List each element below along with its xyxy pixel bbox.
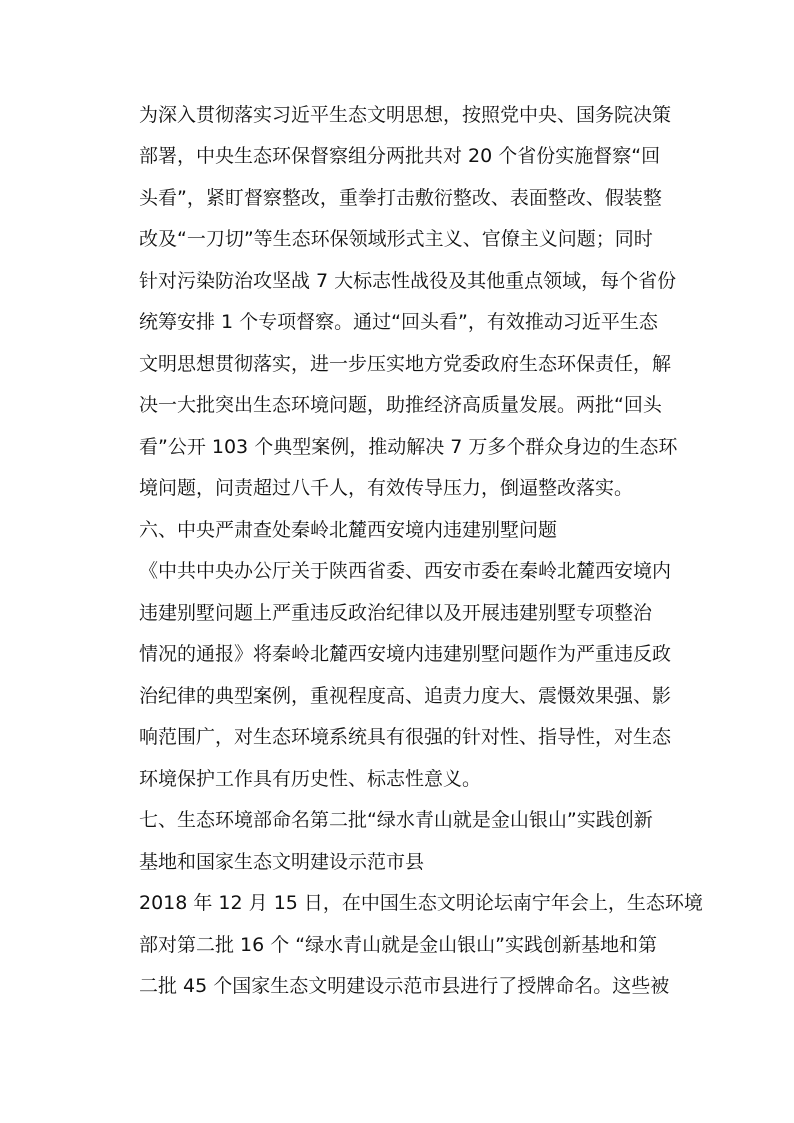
body-line: 决一大批突出生态环境问题，助推经济高质量发展。两批“回头 [139, 394, 662, 416]
section-heading: 基地和国家生态文明建设示范市县 [139, 851, 425, 873]
body-line: 治纪律的典型案例，重视程度高、追责力度大、震慑效果强、影 [139, 685, 672, 707]
body-line: 头看”，紧盯督察整改，重拳打击敷衍整改、表面整改、假装整 [139, 187, 662, 209]
section-heading: 七、生态环境部命名第二批“绿水青山就是金山银山”实践创新 [139, 809, 653, 831]
body-line: 改及“一刀切”等生态环保领域形式主义、官僚主义问题；同时 [139, 228, 653, 250]
body-line: 部署，中央生态环保督察组分两批共对 20 个省份实施督察“回 [139, 145, 661, 167]
body-line: 2018 年 12 月 15 日，在中国生态文明论坛南宁年会上，生态环境 [139, 892, 703, 914]
section-heading: 六、中央严肃查处秦岭北麓西安境内违建别墅问题 [139, 519, 558, 541]
body-line: 为深入贯彻落实习近平生态文明思想，按照党中央、国务院决策 [139, 104, 672, 126]
body-line: 文明思想贯彻落实，进一步压实地方党委政府生态环保责任，解 [139, 353, 672, 375]
body-line: 响范围广，对生态环境系统具有很强的针对性、指导性，对生态 [139, 726, 672, 748]
body-line: 情况的通报》将秦岭北麓西安境内违建别墅问题作为严重违反政 [139, 643, 672, 665]
body-line: 二批 45 个国家生态文明建设示范市县进行了授牌命名。这些被 [139, 975, 670, 997]
body-line: 统筹安排 1 个专项督察。通过“回头看”，有效推动习近平生态 [139, 311, 658, 333]
body-line: 违建别墅问题上严重违反政治纪律以及开展违建别墅专项整治 [139, 602, 653, 624]
body-line: 《中共中央办公厅关于陕西省委、西安市委在秦岭北麓西安境内 [139, 560, 672, 582]
body-line: 看”公开 103 个典型案例，推动解决 7 万多个群众身边的生态环 [139, 436, 678, 458]
body-line: 环境保护工作具有历史性、标志性意义。 [139, 768, 482, 790]
body-line: 境问题，问责超过八千人，有效传导压力，倒逼整改落实。 [139, 477, 634, 499]
body-line: 针对污染防治攻坚战 7 大标志性战役及其他重点领域，每个省份 [139, 270, 677, 292]
body-line: 部对第二批 16 个 “绿水青山就是金山银山”实践创新基地和第 [139, 934, 657, 956]
